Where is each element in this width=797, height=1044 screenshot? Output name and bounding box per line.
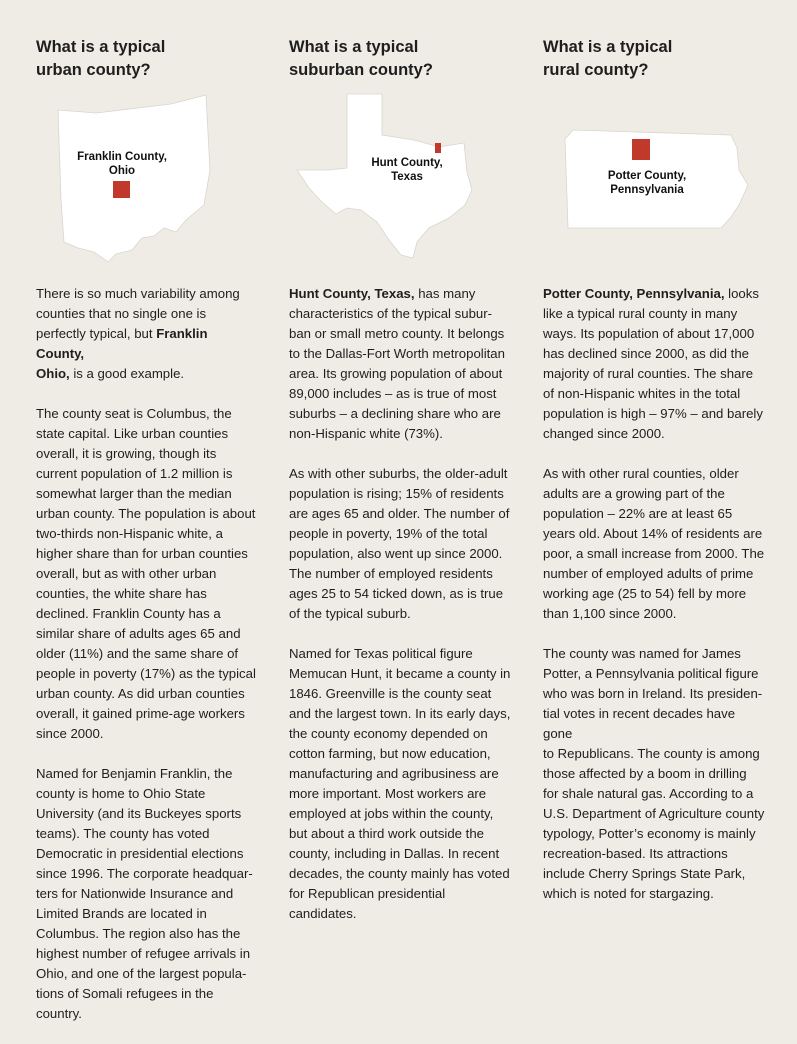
text-run: overall, it gained prime-age workers [36, 706, 245, 721]
text-run: 1846. Greenville is the county seat [289, 686, 492, 701]
text-run: like a typical rural county in many [543, 306, 738, 321]
text-run: is a good example. [69, 366, 185, 381]
hunt-county-shape [435, 143, 441, 153]
text-run: state capital. Like urban counties [36, 426, 229, 441]
text-run: than 1,100 since 2000. [543, 606, 677, 621]
text-run: ban or small metro county. It belongs [289, 326, 505, 341]
text-run: ters for Nationwide Insurance and [36, 886, 234, 901]
text-run: since 1996. The corporate headquar- [36, 866, 253, 881]
body-paragraph [543, 284, 768, 444]
text-run: of the typical suburb. [289, 606, 411, 621]
text-run: working age (25 to 54) fell by more [543, 586, 747, 601]
text-run: There is so much variability among [36, 286, 240, 301]
franklin-county-label: Franklin County, Ohio [77, 151, 167, 177]
ohio-state-shape [58, 95, 210, 262]
text-run: has declined since 2000, as did the [543, 346, 750, 361]
text-run: has many [414, 286, 476, 301]
text-run: University (and its Buckeyes sports [36, 806, 242, 821]
bold-text: Franklin County, [36, 326, 208, 361]
text-run: for Republican presidential [289, 886, 446, 901]
text-run: overall, it is growing, though its [36, 446, 217, 461]
text-run: those affected by a boom in drilling [543, 766, 747, 781]
text-run: suburbs – a declining share who are [289, 406, 501, 421]
text-run: manufacturing and agribusiness are [289, 766, 499, 781]
text-run: county, including in Dallas. In recent [289, 846, 500, 861]
text-run: people in poverty, 19% of the total [289, 526, 488, 541]
text-run: to the Dallas-Fort Worth metropolitan [289, 346, 505, 361]
text-run: population, also went up since 2000. [289, 546, 503, 561]
ohio-map [36, 0, 256, 270]
text-run: counties that no single one is [36, 306, 207, 321]
text-run: teams). The county has voted [36, 826, 210, 841]
body-paragraph [36, 284, 256, 384]
text-run: tial votes in recent decades have gone [543, 706, 736, 741]
text-run: Potter, a Pennsylvania political figure [543, 666, 759, 681]
text-run: population – 22% are at least 65 [543, 506, 733, 521]
text-run: non-Hispanic white (73%). [289, 426, 443, 441]
pennsylvania-map [543, 0, 768, 270]
text-run: declined. Franklin County has a [36, 606, 221, 621]
hunt-county-label: Hunt County, Texas [371, 157, 443, 183]
rural-heading: What is a typical rural county? [543, 38, 673, 79]
rural-body-text [543, 284, 768, 924]
text-run: adults are a growing part of the [543, 486, 725, 501]
text-run: two-thirds non-Hispanic white, a [36, 526, 223, 541]
body-paragraph [36, 404, 256, 744]
text-run: similar share of adults ages 65 and [36, 626, 241, 641]
text-run: higher share than for urban counties [36, 546, 248, 561]
text-run: recreation-based. Its attractions [543, 846, 728, 861]
text-run: urban county. As did urban counties [36, 686, 245, 701]
texas-map [289, 0, 511, 270]
text-run: for shale natural gas. According to a [543, 786, 754, 801]
text-run: the county economy depended on [289, 726, 488, 741]
text-run: changed since 2000. [543, 426, 665, 441]
text-run: As with other suburbs, the older-adult [289, 466, 508, 481]
text-run: current population of 1.2 million is [36, 466, 233, 481]
text-run: perfectly typical, but [36, 326, 157, 341]
text-run: to Republicans. The county is among [543, 746, 760, 761]
body-paragraph [543, 644, 768, 904]
text-run: candidates. [289, 906, 357, 921]
body-paragraph [289, 464, 511, 624]
text-run: population is rising; 15% of residents [289, 486, 504, 501]
text-run: The county seat is Columbus, the [36, 406, 232, 421]
text-run: poor, a small increase from 2000. The [543, 546, 765, 561]
text-run: people in poverty (17%) as the typical [36, 666, 256, 681]
text-run: typology, Potter’s economy is mainly [543, 826, 756, 841]
text-run: Limited Brands are located in [36, 906, 207, 921]
text-run: tions of Somali refugees in the [36, 986, 214, 1001]
body-paragraph [543, 464, 768, 624]
text-run: Democratic in presidential elections [36, 846, 244, 861]
text-run: who was born in Ireland. Its presiden- [543, 686, 763, 701]
text-run: counties, the white share has [36, 586, 207, 601]
text-run: years old. About 14% of residents are [543, 526, 763, 541]
text-run: The number of employed residents [289, 566, 493, 581]
text-run: majority of rural counties. The share [543, 366, 754, 381]
text-run: of non-Hispanic whites in the total [543, 386, 741, 401]
bold-text: Ohio, [36, 366, 70, 381]
bold-text: Hunt County, Texas, [289, 286, 415, 301]
text-run: ages 25 to 54 ticked down, as is true [289, 586, 504, 601]
text-run: cotton farming, but now education, [289, 746, 491, 761]
text-run: population is high – 97% – and barely [543, 406, 763, 421]
text-run: which is noted for stargazing. [543, 886, 714, 901]
potter-county-label: Potter County, Pennsylvania [607, 170, 687, 196]
text-run: Ohio, and one of the largest popula- [36, 966, 247, 981]
text-run: are ages 65 and older. The number of [289, 506, 510, 521]
text-run: highest number of refugee arrivals in [36, 946, 251, 961]
urban-heading: What is a typical urban county? [36, 38, 166, 79]
text-run: area. Its growing population of about [289, 366, 503, 381]
suburban-heading: What is a typical suburban county? [289, 38, 433, 79]
text-run: more important. Most workers are [289, 786, 487, 801]
text-run: characteristics of the typical subur- [289, 306, 493, 321]
text-run: Memucan Hunt, it became a county in [289, 666, 511, 681]
text-run: As with other rural counties, older [543, 466, 739, 481]
text-run: Named for Benjamin Franklin, the [36, 766, 233, 781]
text-run: employed at jobs within the county, [289, 806, 494, 821]
text-run: looks [724, 286, 759, 301]
text-run: Columbus. The region also has the [36, 926, 241, 941]
bold-text: Potter County, Pennsylvania, [543, 286, 725, 301]
text-run: overall, but as with other urban [36, 566, 217, 581]
text-run: decades, the county mainly has voted [289, 866, 510, 881]
text-run: number of employed adults of prime [543, 566, 754, 581]
text-run: ways. Its population of about 17,000 [543, 326, 755, 341]
urban-body-text [36, 284, 256, 1044]
text-run: U.S. Department of Agriculture county [543, 806, 765, 821]
franklin-county-shape [113, 181, 130, 198]
text-run: and the largest town. In its early days, [289, 706, 511, 721]
text-run: older (11%) and the same share of [36, 646, 239, 661]
body-paragraph [36, 764, 256, 1024]
text-run: include Cherry Springs State Park, [543, 866, 746, 881]
text-run: but about a third work outside the [289, 826, 485, 841]
text-run: county is home to Ohio State [36, 786, 206, 801]
body-paragraph [289, 284, 511, 444]
text-run: The county was named for James [543, 646, 741, 661]
text-run: somewhat larger than the median [36, 486, 232, 501]
text-run: 89,000 includes – as is true of most [289, 386, 497, 401]
potter-county-shape [632, 139, 650, 160]
body-paragraph [289, 644, 511, 924]
text-run: urban county. The population is about [36, 506, 256, 521]
suburban-body-text [289, 284, 511, 944]
text-run: country. [36, 1006, 82, 1021]
text-run: Named for Texas political figure [289, 646, 473, 661]
text-run: since 2000. [36, 726, 104, 741]
